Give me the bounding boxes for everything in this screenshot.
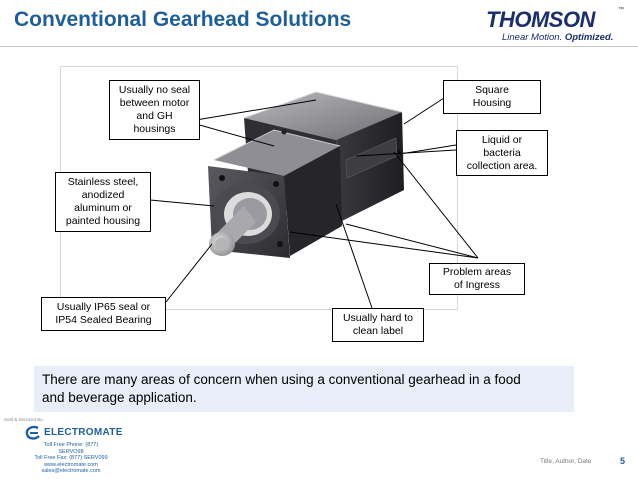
logo-tagline-plain: Linear Motion. bbox=[502, 32, 563, 43]
info-box bbox=[34, 366, 574, 412]
logo-tagline-bold: Optimized. bbox=[564, 32, 614, 43]
callout-no-seal: Usually no seal between motor and GH housings bbox=[109, 80, 200, 140]
electromate-wordmark: ELECTROMATE bbox=[44, 427, 123, 438]
contact-website: www.electromate.com bbox=[44, 461, 98, 468]
electromate-swoosh-icon bbox=[24, 425, 42, 441]
contact-email: sales@electromate.com bbox=[41, 468, 101, 475]
electromate-contact bbox=[34, 442, 108, 475]
contact-fax: Toll Free Fax: (877) SERV099 bbox=[34, 455, 108, 462]
logo-brand: THOMSON bbox=[486, 7, 595, 32]
callout-stainless-housing: Stainless steel, anodized aluminum or painted housing bbox=[55, 172, 151, 232]
callout-square-housing: Square Housing bbox=[443, 80, 541, 114]
callout-problem-areas: Problem areas of Ingress bbox=[429, 263, 525, 295]
callout-liquid-collection: Liquid or bacteria collection area. bbox=[456, 130, 548, 176]
sold-serviced-by-text: Sold & Serviced By: bbox=[4, 417, 44, 422]
logo-trademark: ™ bbox=[618, 7, 624, 13]
contact-phone: Toll Free Phone: (877) SERVO98 bbox=[43, 442, 99, 455]
callout-ip65-seal: Usually IP65 seal or IP54 Sealed Bearing bbox=[41, 297, 166, 331]
callout-hard-to-clean-label: Usually hard to clean label bbox=[332, 308, 424, 342]
slide-title: Conventional Gearhead Solutions bbox=[14, 8, 352, 31]
info-text: There are many areas of concern when using a conventional gearhead in a food and beverage application. bbox=[42, 372, 521, 405]
page-number: 5 bbox=[620, 456, 626, 466]
footer-title-author-date: Title, Author, Date bbox=[540, 458, 592, 465]
electromate-logo bbox=[20, 425, 130, 441]
